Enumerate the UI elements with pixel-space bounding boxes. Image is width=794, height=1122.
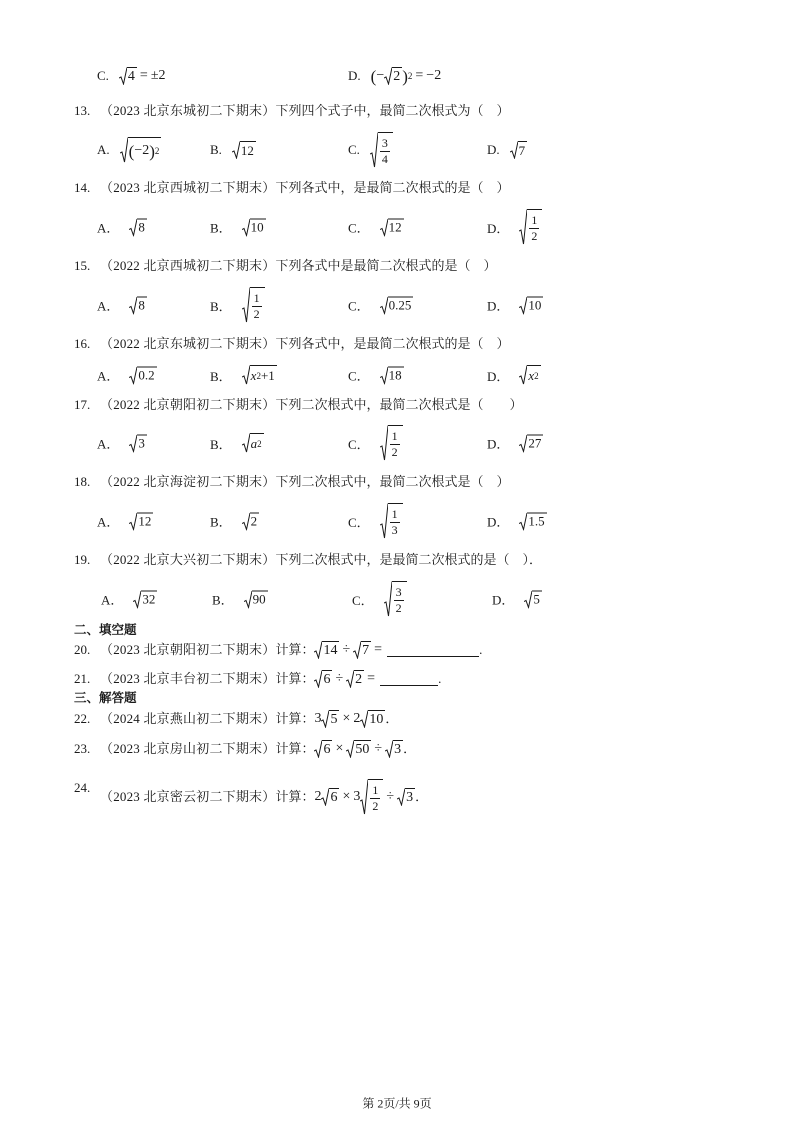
option-c: C. $\frac{3}{4}$ [348,132,393,168]
option-d: D． 1.5 [487,513,545,530]
option-b: B． 2 [210,513,258,530]
option-a: A. ( −2 ) 2 [97,137,161,163]
option-c: C． 18 [348,367,402,384]
option-c: C． 0.25 [348,297,412,314]
option-c: C． $\frac{1}{2}$ [348,425,403,461]
option-a: A． 8 [97,297,145,314]
option-b: B． $\frac{1}{2}$ [210,287,265,323]
sqrt-expr: 4 [119,67,137,85]
option-d: D． x 2 [487,365,541,385]
option-b: B． x 2 +1 [210,365,277,385]
option-d: D． 27 [487,435,542,452]
option-b: B． 90 [212,591,266,608]
option-c: C． $\frac{3}{2}$ [352,581,407,617]
option-d: D． 5 [492,591,540,608]
answer-blank[interactable] [387,644,479,657]
answer-blank[interactable] [380,673,438,686]
option-d: D. ( − 2 ) 2 = −2 [348,66,442,86]
option-d: D． 10 [487,297,542,314]
option-a: A． 32 [101,591,156,608]
option-c: C． $\frac{1}{3}$ [348,503,403,539]
option-d: D. 7 [487,142,526,158]
option-b: B． 10 [210,219,264,236]
page-footer: 第 2页/共 9页 [362,1096,432,1111]
option-b: B. 12 [210,142,254,158]
option-c: C． 12 [348,219,402,236]
document-page: C. 4 = ±2 D. ( − 2 ) 2 = −2 13. （2023 北京东城初二下期末）下列四个式子中，最简二次根式为（ ） A. ( −2 ) 2 B. 12 C. $\frac{3}{4}$ D. 7 14. （2023 北京西城初二下期末）下列各式中，是最简二次根式的是（ ） A． 8 B． 10 C． 12 D． $\frac{1}{2}$ 15. （2022 北京西城初二下期末）下列各式中是最简二次根式的是（ ） A． 8 B． $\frac{1}{2}$ C． 0.25 D． 10 16. （2022 北京东城初二下期末）下列各式中，是最简二次根式的是（ ） A． 0.2 B． x 2 +1 C． 18 D． x 2 17. （2022 北京朝阳初二下期末）下列二次根式中，最简二次根式是（ ） A． 3 B． a 2 C． $\frac{1}{2}$ D． 27 18. （2022 北京海淀初二下期末）下列二次根式中，最简二次根式是（ ） A． 12 B． 2 C． $\frac{1}{3}$ D． 1.5 19. （2022 北京大兴初二下期末）下列二次根式中，是最简二次根式的是（ ）． A． 32 B． 90 C． $\frac{3}{2}$ D． 5 二、填空题 20. （2023 北京朝阳初二下期末） 计算： 14 ÷ 7 = . 21. （2023 北京丰台初二下期末） 计算： 6 ÷ 2 = . 三、解答题 22. （2024 北京燕山初二下期末） 计算： 3 5 × 2 10 ． 23. （2023 北京房山初二下期末） 计算： 6 × 50 ÷ 3 ． 24. （2023 北京密云初二下期末） 计算： 2 6 × 3 $\frac{1}{2}$ ÷ 3 ． 第 2页/共 9页 [0,0,794,1122]
sqrt-expr: 2 [384,67,402,85]
option-a: A． 12 [97,513,152,530]
option-a: A． 0.2 [97,367,155,384]
option-a: A． 3 [97,435,145,452]
option-a: A． 8 [97,219,145,236]
option-d: D． $\frac{1}{2}$ [487,209,542,245]
option-c: C. 4 = ±2 [97,68,166,85]
option-b: B． a 2 [210,433,264,453]
